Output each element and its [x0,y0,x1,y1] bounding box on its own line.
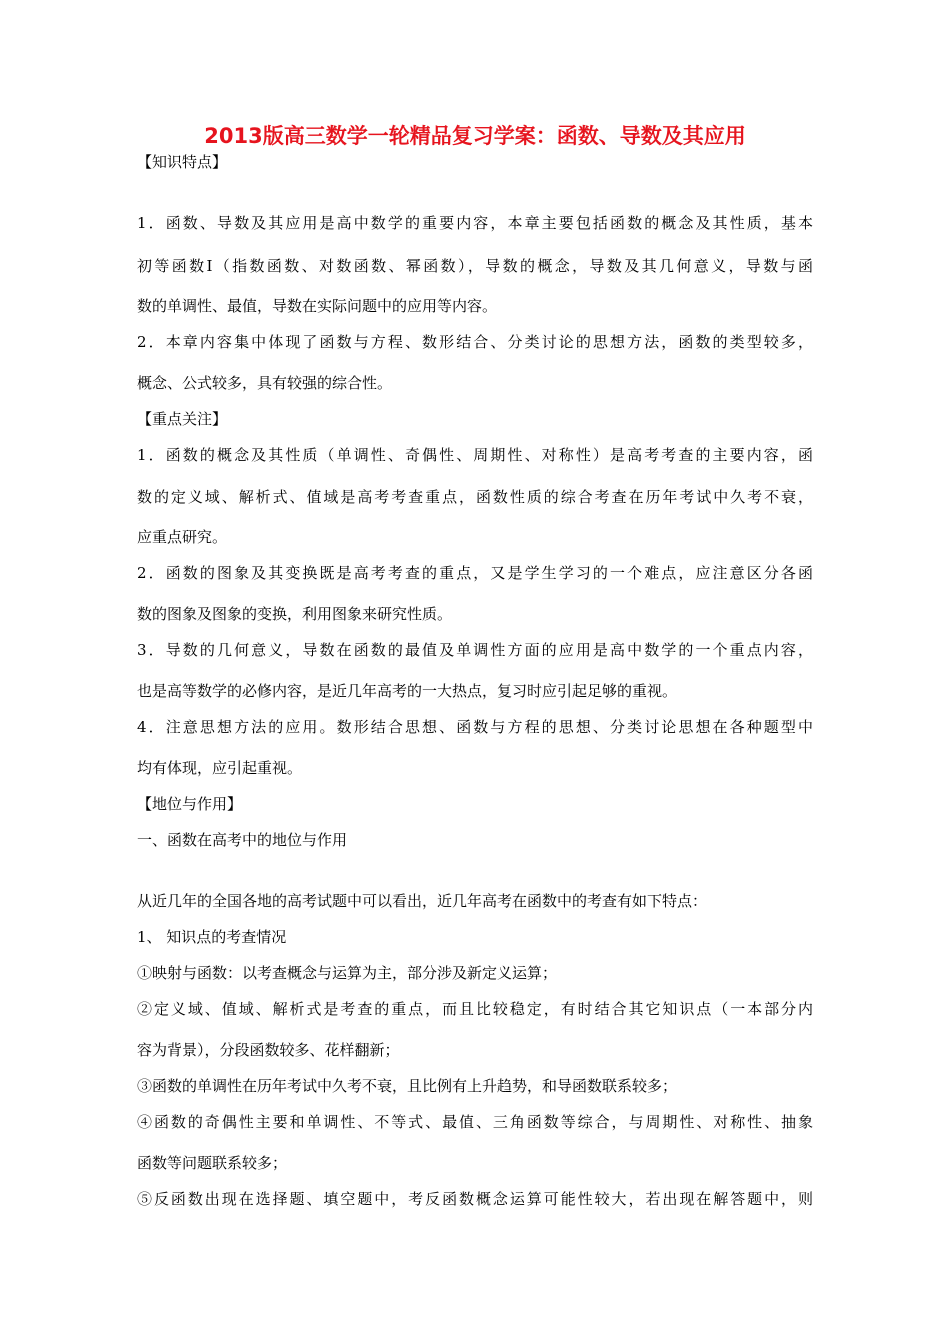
paragraph-line: 2．函数的图象及其变换既是高考考查的重点，又是学生学习的一个难点，应注意区分各函 [137,564,813,582]
subsection-heading: 一、函数在高考中的地位与作用 [137,831,348,849]
paragraph-line: 应重点研究。 [137,528,228,546]
paragraph-line: 3．导数的几何意义，导数在函数的最值及单调性方面的应用是高中数学的一个重点内容， [137,641,813,659]
paragraph-line: 数的图象及图象的变换，利用图象来研究性质。 [137,605,453,623]
list-item: ⑤反函数出现在选择题、填空题中，考反函数概念运算可能性较大，若出现在解答题中，则 [137,1190,813,1208]
list-item: ④函数的奇偶性主要和单调性、不等式、最值、三角函数等综合，与周期性、对称性、抽象 [137,1113,813,1131]
list-heading: 1、 知识点的考查情况 [137,928,287,946]
list-item: ③函数的单调性在历年考试中久考不衰，且比例有上升趋势，和导函数联系较多； [137,1077,678,1095]
section-heading-knowledge-features: 【知识特点】 [137,153,228,171]
paragraph-line: 数的单调性、最值，导数在实际问题中的应用等内容。 [137,297,498,315]
paragraph-line: 从近几年的全国各地的高考试题中可以看出，近几年高考在函数中的考查有如下特点： [137,892,708,910]
list-item-continuation: 容为背景），分段函数较多、花样翻新； [137,1041,400,1059]
paragraph-line: 2．本章内容集中体现了函数与方程、数形结合、分类讨论的思想方法，函数的类型较多， [137,333,813,351]
paragraph-line: 概念、公式较多，具有较强的综合性。 [137,374,393,392]
paragraph-line: 1．函数、导数及其应用是高中数学的重要内容，本章主要包括函数的概念及其性质，基本 [137,214,813,232]
section-heading-role: 【地位与作用】 [137,795,243,813]
paragraph-line: 数的定义域、解析式、值域是高考考查重点，函数性质的综合考查在历年考试中久考不衰， [137,488,813,506]
list-item-continuation: 函数等问题联系较多； [137,1154,288,1172]
document-title: 2013版高三数学一轮精品复习学案：函数、导数及其应用 [204,124,746,148]
paragraph-line: 也是高等数学的必修内容，是近几年高考的一大热点，复习时应引起足够的重视。 [137,682,678,700]
list-item: ②定义域、值域、解析式是考查的重点，而且比较稳定，有时结合其它知识点（一本部分内 [137,1000,813,1018]
paragraph-line: 均有体现，应引起重视。 [137,759,303,777]
paragraph-line: 初等函数Ⅰ（指数函数、对数函数、幂函数），导数的概念，导数及其几何意义，导数与函 [137,257,813,275]
list-item: ①映射与函数：以考查概念与运算为主，部分涉及新定义运算； [137,964,558,982]
paragraph-line: 4．注意思想方法的应用。数形结合思想、函数与方程的思想、分类讨论思想在各种题型中 [137,718,813,736]
section-heading-key-focus: 【重点关注】 [137,410,228,428]
paragraph-line: 1．函数的概念及其性质（单调性、奇偶性、周期性、对称性）是高考考查的主要内容，函 [137,446,813,464]
